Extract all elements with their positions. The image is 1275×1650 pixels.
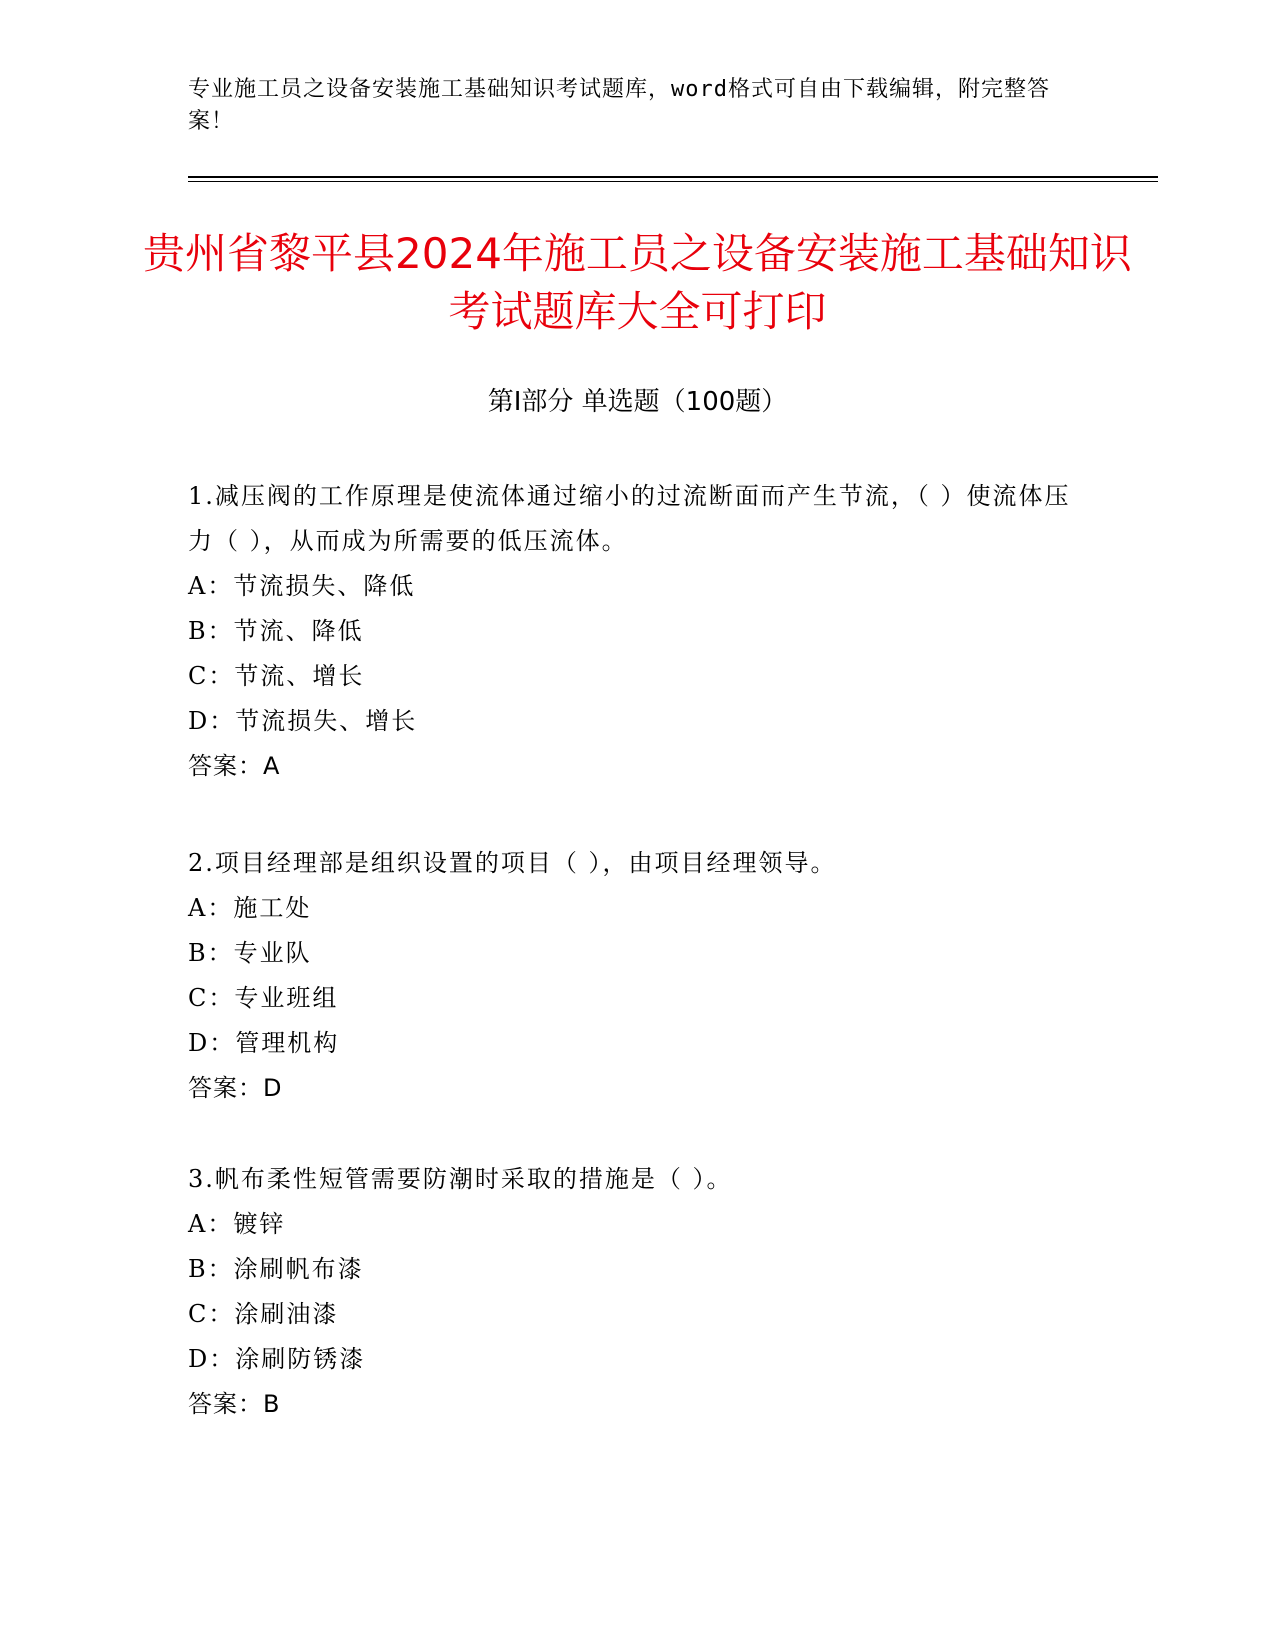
document-title: 贵州省黎平县2024年施工员之设备安装施工基础知识考试题库大全可打印: [143, 229, 1132, 336]
answer: 答案：A: [188, 752, 281, 780]
question-1: [188, 474, 1088, 789]
answer: 答案：D: [188, 1074, 283, 1102]
header-divider-thick: [188, 176, 1158, 178]
question-3: [188, 1157, 1088, 1427]
header-divider-thin: [188, 181, 1158, 182]
option-b: B：涂刷帆布漆: [188, 1255, 364, 1283]
answer: 答案：B: [188, 1390, 281, 1418]
option-a: A：镀锌: [188, 1210, 286, 1238]
option-c: C：专业班组: [188, 984, 339, 1012]
question-stem: 3.帆布柔性短管需要防潮时采取的措施是（ ）。: [188, 1165, 733, 1193]
option-d: D：涂刷防锈漆: [188, 1345, 366, 1373]
header-note: 专业施工员之设备安装施工基础知识考试题库，word格式可自由下载编辑，附完整答案！: [188, 77, 1050, 134]
option-a: A：施工处: [188, 894, 312, 922]
section-title: 第Ⅰ部分 单选题（100题）: [487, 387, 788, 417]
option-d: D：管理机构: [188, 1029, 340, 1057]
option-c: C：涂刷油漆: [188, 1300, 339, 1328]
option-b: B：节流、降低: [188, 617, 364, 645]
option-c: C：节流、增长: [188, 662, 365, 690]
question-stem: 2.项目经理部是组织设置的项目（ ），由项目经理领导。: [188, 849, 837, 877]
question-stem: 1.减压阀的工作原理是使流体通过缩小的过流断面而产生节流，（ ）使流体压力（ ），从而成为所需要的低压流体。: [188, 482, 1071, 555]
question-2: [188, 841, 1088, 1111]
option-a: A：节流损失、降低: [188, 572, 416, 600]
option-b: B：专业队: [188, 939, 312, 967]
option-d: D：节流损失、增长: [188, 707, 418, 735]
